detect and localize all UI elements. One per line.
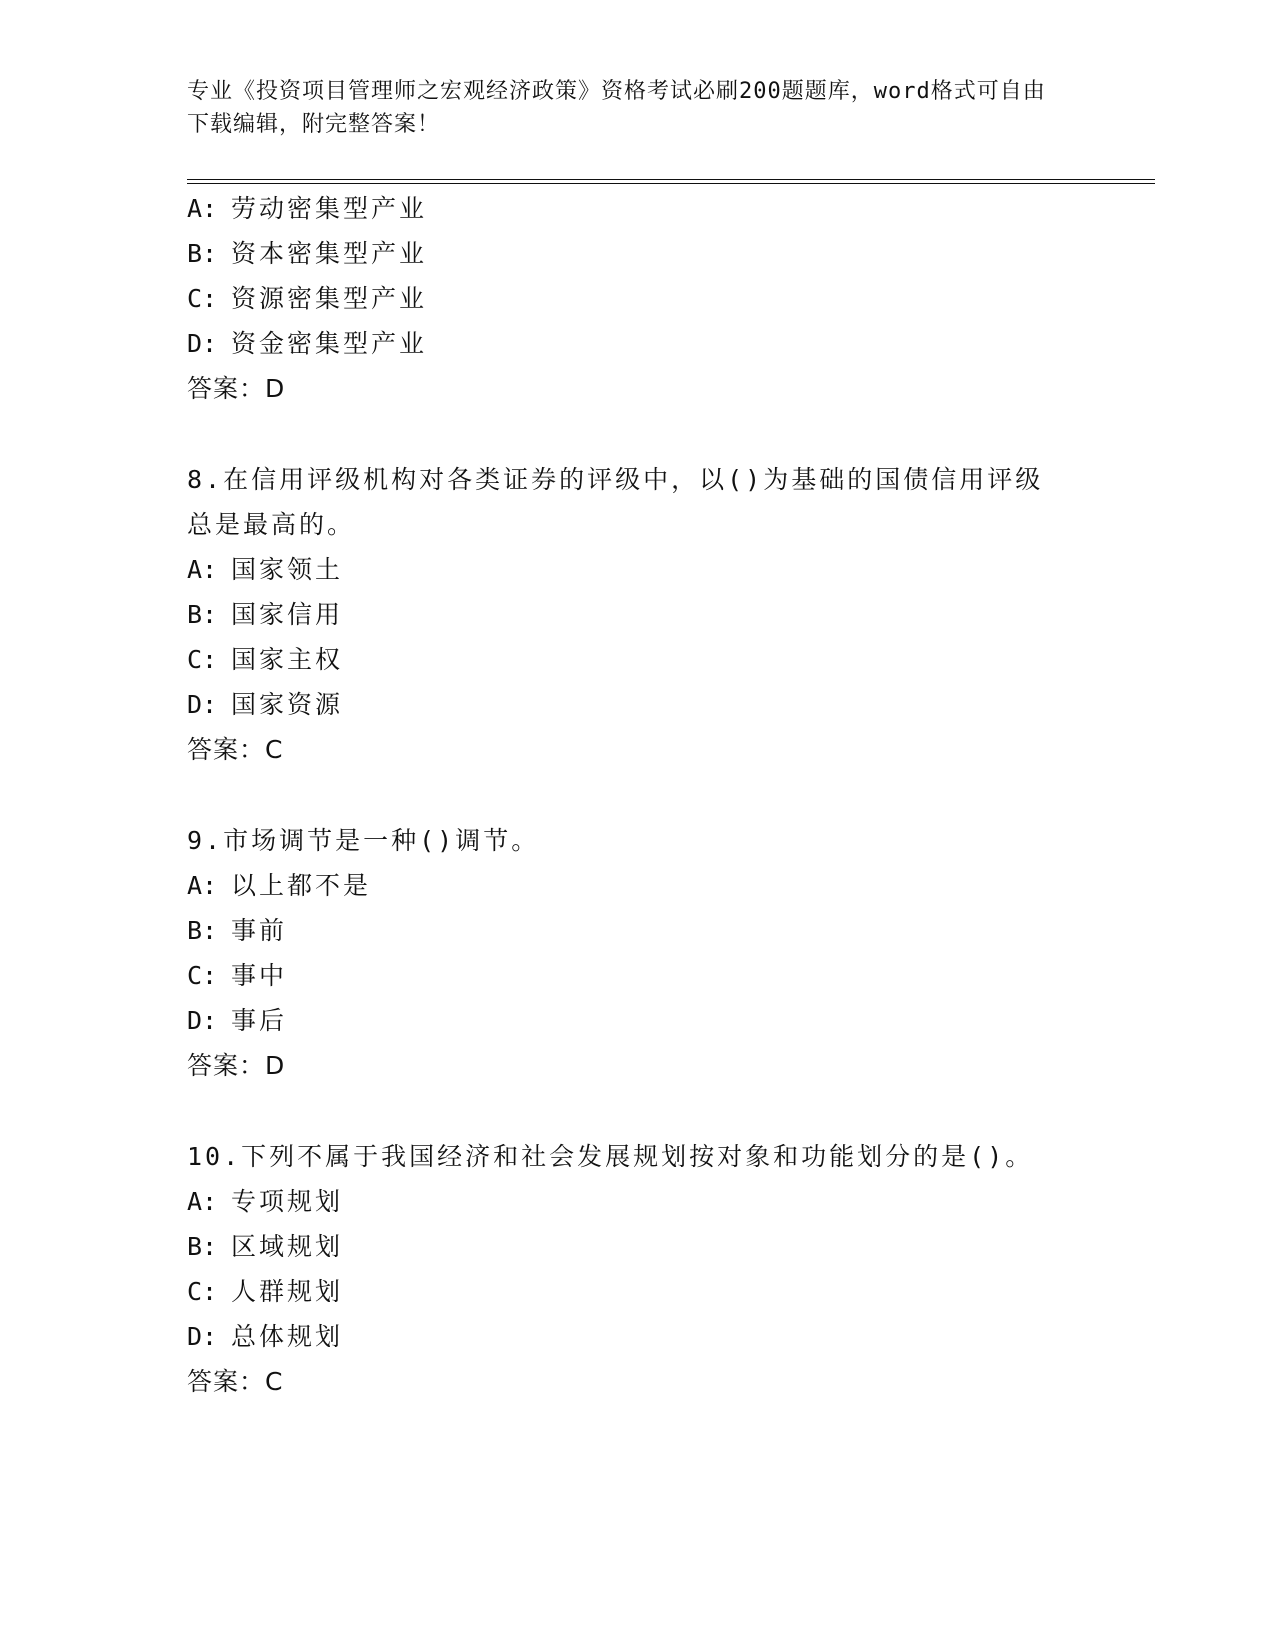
q9-option-a: A: 以上都不是 (187, 871, 372, 900)
q8-stem-line1: 8.在信用评级机构对各类证券的评级中，以()为基础的国债信用评级 (187, 465, 1044, 494)
q7-option-a: A: 劳动密集型产业 (187, 194, 428, 223)
q10-option-c: C: 人群规划 (187, 1277, 344, 1306)
q7-answer: 答案：D (187, 374, 286, 403)
q9-option-b: B: 事前 (187, 916, 288, 945)
q9-stem-line1: 9.市场调节是一种()调节。 (187, 826, 540, 855)
q9-option-d: D: 事后 (187, 1006, 288, 1035)
q7-option-d: D: 资金密集型产业 (187, 329, 428, 358)
document-header: 专业《投资项目管理师之宏观经济政策》资格考试必刷200题题库，word格式可自由下载编辑，附完整答案！ (187, 79, 1046, 137)
q10-stem-line1: 10.下列不属于我国经济和社会发展规划按对象和功能划分的是()。 (187, 1142, 1034, 1171)
q8-option-d: D: 国家资源 (187, 690, 344, 719)
q10-option-d: D: 总体规划 (187, 1322, 344, 1351)
q10-answer: 答案：C (187, 1367, 284, 1396)
q10-option-b: B: 区域规划 (187, 1232, 344, 1261)
header-divider-top (187, 179, 1155, 180)
q10-option-a: A: 专项规划 (187, 1187, 344, 1216)
q8-answer: 答案：C (187, 735, 284, 764)
q8-stem-line2: 总是最高的。 (187, 510, 356, 539)
q9-option-c: C: 事中 (187, 961, 288, 990)
q8-option-a: A: 国家领土 (187, 555, 344, 584)
q7-option-b: B: 资本密集型产业 (187, 239, 428, 268)
header-divider-bottom (187, 183, 1155, 184)
q8-option-c: C: 国家主权 (187, 645, 344, 674)
q8-option-b: B: 国家信用 (187, 600, 344, 629)
q9-answer: 答案：D (187, 1051, 286, 1080)
q7-option-c: C: 资源密集型产业 (187, 284, 428, 313)
